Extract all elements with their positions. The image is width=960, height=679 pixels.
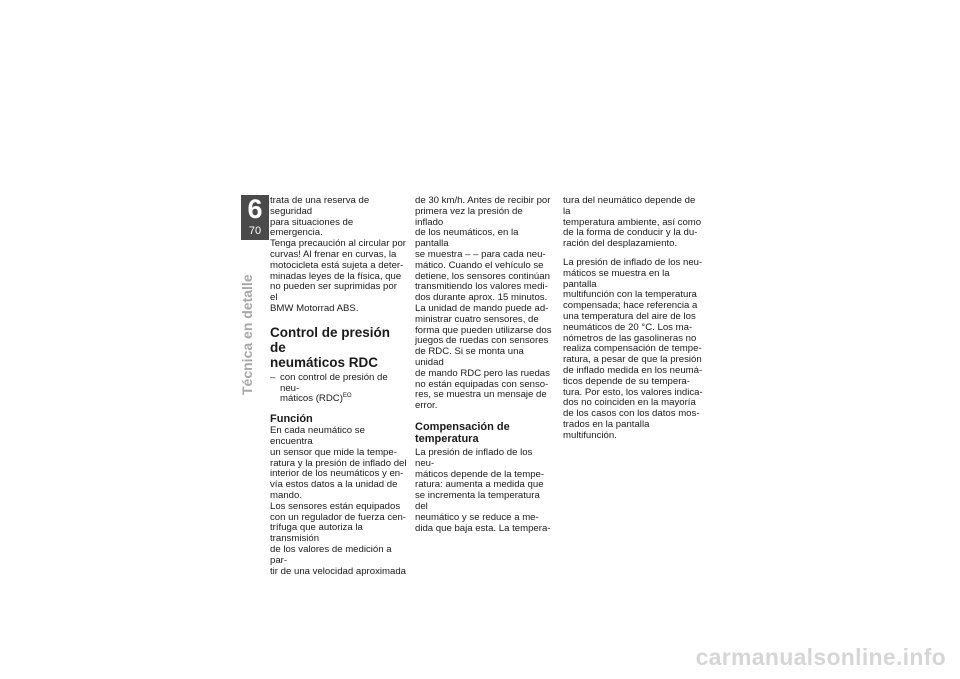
equipment-note-text [280, 373, 407, 405]
text-line: forma que pueden utilizarse dos [415, 324, 552, 336]
text-line: nómetros de las gasolineras no [563, 332, 697, 344]
text-line: BMW Motorrad ABS. [270, 302, 359, 314]
text-line: neumáticos RDC [270, 354, 379, 370]
text-line: tura. Por esto, los valores indica- [563, 386, 703, 398]
paragraph-function [270, 426, 407, 577]
text-column-2 [415, 196, 552, 534]
text-column-1 [270, 196, 407, 577]
text-line: de RDC. Si se monta una unidad [415, 346, 524, 368]
chapter-number: 6 [247, 194, 263, 224]
text-line: ración del desplazamiento. [563, 238, 678, 250]
subheading-funcion: Función [270, 413, 313, 426]
text-line: ratura, a pesar de que la presión [563, 354, 702, 366]
text-line: La presión de inflado de los neu- [563, 256, 703, 268]
chapter-side-title: Técnica en detalle [239, 274, 255, 395]
text-line: Compensación de [415, 420, 510, 433]
text-line: vía estos datos a la unidad de [270, 479, 398, 491]
text-line: para situaciones de emergencia. [270, 216, 354, 239]
text-line: realiza compensación de tempe- [563, 343, 702, 355]
text-line: temperatura [415, 433, 479, 446]
text-line: de inflado medida en los neumá- [563, 364, 703, 376]
text-line: neumáticos de 20 °C. Los ma- [563, 321, 693, 333]
text-line: trífuga que autoriza la transmisión [270, 522, 363, 545]
text-line: neumático y se reduce a me- [415, 511, 539, 523]
text-line: detiene, los sensores continúan [415, 270, 550, 282]
text-line: Tenga precaución al circular por [270, 238, 406, 250]
text-line: temperatura ambiente, así como [563, 216, 702, 228]
text-line: tir de una velocidad aproximada [270, 565, 406, 577]
text-line: ticos depende de su tempera- [563, 375, 690, 387]
equipment-note-line-2: máticos (RDC) [280, 393, 343, 405]
text-line: trados en la pantalla multifunción. [563, 418, 650, 441]
text-line: juegos de ruedas con sensores [415, 335, 549, 347]
text-line: con un regulador de fuerza cen- [270, 511, 406, 523]
text-line: dos no coinciden en la mayoría [563, 397, 696, 409]
text-line: ratura: aumenta a medida que [415, 479, 544, 491]
text-line: trata de una reserva de seguridad [270, 195, 370, 217]
equipment-note [270, 373, 407, 405]
text-line: Control de presión de [270, 324, 391, 355]
equipment-note-line-1: con control de presión de neu- [280, 371, 388, 394]
section-heading-rdc [270, 325, 407, 370]
text-line: motocicleta está sujeta a deter- [270, 259, 404, 271]
equipment-code: EO [342, 393, 352, 400]
paragraph-temperature-cont [563, 196, 703, 250]
text-line: se muestra – – para cada neu- [415, 248, 546, 260]
text-line: mando. [270, 489, 302, 501]
text-line: Los sensores están equipados [270, 500, 401, 512]
section-heading-temperature [415, 421, 552, 446]
text-line: interior de los neumáticos y en- [270, 468, 404, 480]
text-line: ratura y la presión de inflado del [270, 457, 407, 469]
text-line: curvas! Al frenar en curvas, la [270, 248, 397, 260]
text-line: se incrementa la temperatura del [415, 490, 540, 512]
text-line: primera vez la presión de inflado [415, 205, 523, 228]
text-line: ministrar cuatro sensores, de [415, 313, 539, 325]
text-line: de los valores de medición a par- [270, 543, 392, 566]
text-line: La unidad de mando puede ad- [415, 302, 549, 314]
text-line: tura del neumático depende de la [563, 195, 696, 217]
paragraph-compensated [563, 258, 703, 442]
text-line: transmitiendo los valores medi- [415, 281, 548, 293]
text-line: dida que baja esta. La tempera- [415, 522, 551, 534]
paragraph-temperature [415, 448, 552, 534]
text-line: no pueden ser suprimidas por el [270, 281, 397, 304]
text-line: de la forma de conducir y la du- [563, 227, 698, 239]
page-number: 70 [248, 225, 262, 237]
text-line: En cada neumático se encuentra [270, 425, 365, 447]
text-line: un sensor que mide la tempe- [270, 446, 397, 458]
text-line: res, se muestra un mensaje de [415, 389, 547, 401]
text-line: error. [415, 400, 438, 412]
text-line: multifunción con la temperatura [563, 289, 697, 301]
text-line: La presión de inflado de los neu- [415, 446, 533, 469]
paragraph-abs-warning [270, 196, 407, 315]
watermark: carmanualsonline.info [695, 644, 946, 670]
text-line: máticos se muestra en la pantalla [563, 267, 670, 290]
text-line: dos durante aprox. 15 minutos. [415, 292, 548, 304]
text-line: máticos depende de la tempe- [415, 468, 545, 480]
chapter-tab [241, 195, 269, 240]
text-line: compensada; hace referencia a [563, 300, 698, 312]
text-column-3 [563, 196, 703, 442]
text-line: de 30 km/h. Antes de recibir por [415, 195, 551, 206]
text-line: de mando RDC pero las ruedas [415, 367, 550, 379]
text-line: no están equipadas con senso- [415, 378, 549, 390]
text-line: de los casos con los datos mos- [563, 408, 700, 420]
text-line: mático. Cuando el vehículo se [415, 259, 544, 271]
text-line: de los neumáticos, en la pantalla [415, 227, 519, 250]
paragraph-sensors [415, 196, 552, 412]
text-line: minadas leyes de la física, que [270, 270, 402, 282]
text-line: una temperatura del aire de los [563, 310, 696, 322]
bullet-dash: – [270, 371, 276, 383]
